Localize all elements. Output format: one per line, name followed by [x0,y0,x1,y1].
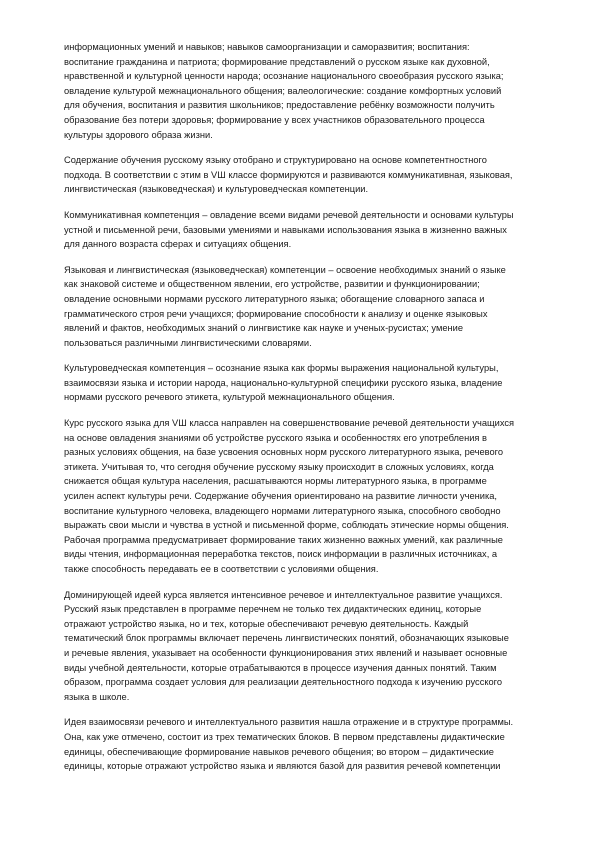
text-line: Курс русского языка для VШ класса направлен на совершенствование речевой деятельности учащихся [64,418,515,429]
text-line: овладение культурой межнационального общения; валеологические: создание комфортных условий [64,85,502,96]
text-line: для обучения, воспитания и развития школьников; предоставление ребёнку возможности получить [64,100,495,111]
text-line: Рабочая программа предусматривает формирование таких жизненно важных умений, как различные [64,534,503,545]
text-line: Идея взаимосвязи речевого и интеллектуального развития нашла отражение и в структуре программы. [64,717,514,728]
paragraph-course-direction [64,416,554,577]
text-line: пользоваться различными лингвистическими словарями. [64,337,312,348]
text-line: воспитание культурного человека, владеющего нормами литературного языка, способного свободно [64,505,501,516]
text-line: Русский язык представлен в программе перечнем не только тех дидактических единиц, которые [64,604,482,615]
text-line: выражать свои мысли и чувства в устной и письменной форме, соблюдать этические нормы общения. [64,520,509,531]
text-line: усилен аспект культуры речи. Содержание обучения ориентировано на развитие личности ученика, [64,491,497,502]
text-line: как знаковой системе и общественном явлении, его устройстве, развитии и функционировании; [64,279,480,290]
text-line: образование без потери здоровья; формирование у всех участников образовательного процесса [64,114,485,125]
text-line: на основе овладения знаниями об устройстве русского языка и особенностях его употребления в [64,432,487,443]
text-line: Она, как уже отмечено, состоит из трех тематических блоков. В первом представлены дидактические [64,731,505,742]
text-line: взаимосвязи языка и истории народа, национально-культурной специфики русского языка, владение [64,377,503,388]
paragraph-linguistic-competence [64,263,554,351]
text-line: для данного возраста сферах и ситуациях общения. [64,239,292,250]
paragraph-competence-approach [64,153,554,197]
text-line: овладение основными нормами русского литературного языка; обогащение словарного запаса и [64,293,485,304]
text-line: снижается общая культура населения, расшатываются нормы литературного языка, в программе [64,476,487,487]
text-line: Культуроведческая компетенция – осознание языка как формы выражения национальной культуры, [64,363,499,374]
text-line: языка в школе. [64,691,130,702]
text-line: явлений и фактов, необходимых знаний о лингвистике как науке и ученых-русистах; умение [64,323,464,334]
text-line: культуры здорового образа жизни. [64,129,213,140]
text-line: Языковая и лингвистическая (языковедческая) компетенции – освоение необходимых знаний о языке [64,264,506,275]
paragraph-program-structure [64,715,554,773]
text-line: тематический блок программы включает перечень лингвистических понятий, обозначающих языковые [64,633,509,644]
text-line: этикета. Учитывая то, что сегодня обучение русскому языку происходит в сложных условиях, когда [64,461,494,472]
text-line: нравственной и культурной ценности народа; осознание национального своеобразия русского языка; [64,71,504,82]
text-line: виды чтения, информационная переработка текстов, поиск информации в различных источниках, а [64,549,498,560]
text-line: образом, программа создает условия для реализации деятельностного подхода к изучению русского [64,677,503,688]
text-line: подхода. В соответствии с этим в VШ классе формируются и развиваются коммуникативная, языковая, [64,169,513,180]
text-line: воспитание гражданина и патриота; формирование представлений о русском языке как духовной, [64,56,490,67]
text-line: единицы, которые отражают устройство языка и являются базой для развития речевой компетенции [64,761,501,772]
text-line: грамматического строя речи учащихся; формирование способности к анализу и оценке языковых [64,308,488,319]
paragraph-dominant-idea [64,588,554,705]
text-line: и речевые явления, указывает на особенности функционирования этих явлений и называет основные [64,647,508,658]
text-line: нормами русского речевого этикета, культурой межнационального общения. [64,392,395,403]
text-line: Коммуникативная компетенция – овладение всеми видами речевой деятельности и основами культуры [64,209,514,220]
text-line: также способность передавать ее в соответствии с условиями общения. [64,564,379,574]
text-line: отражают устройство языка, но и тех, которые обеспечивают речевую деятельность. Каждый [64,618,469,629]
document-body [64,40,554,785]
text-line: лингвистическая (языковедческая) и культуроведческая компетенции. [64,184,369,195]
text-line: виды учебной деятельности, которые отрабатываются в процессе изучения данных понятий. Таким [64,662,497,673]
paragraph-cultural-competence [64,361,554,405]
text-line: Содержание обучения русскому языку отобрано и структурировано на основе компетентностного [64,155,487,166]
text-line: единицы, обеспечивающие формирование навыков речевого общения; во втором – дидактические [64,746,494,757]
text-line: разных условиях общения, на базе усвоения основных норм русского литературного языка, речевого [64,447,504,458]
paragraph-goals-continued [64,40,554,142]
text-line: устной и письменной речи, базовыми умениями и навыками использования языка в жизненно важных [64,224,507,235]
paragraph-communicative-competence [64,208,554,252]
text-line: Доминирующей идеей курса является интенсивное речевое и интеллектуальное развитие учащихся. [64,589,503,600]
text-line: информационных умений и навыков; навыков самоорганизации и саморазвития; воспитания: [64,42,470,52]
